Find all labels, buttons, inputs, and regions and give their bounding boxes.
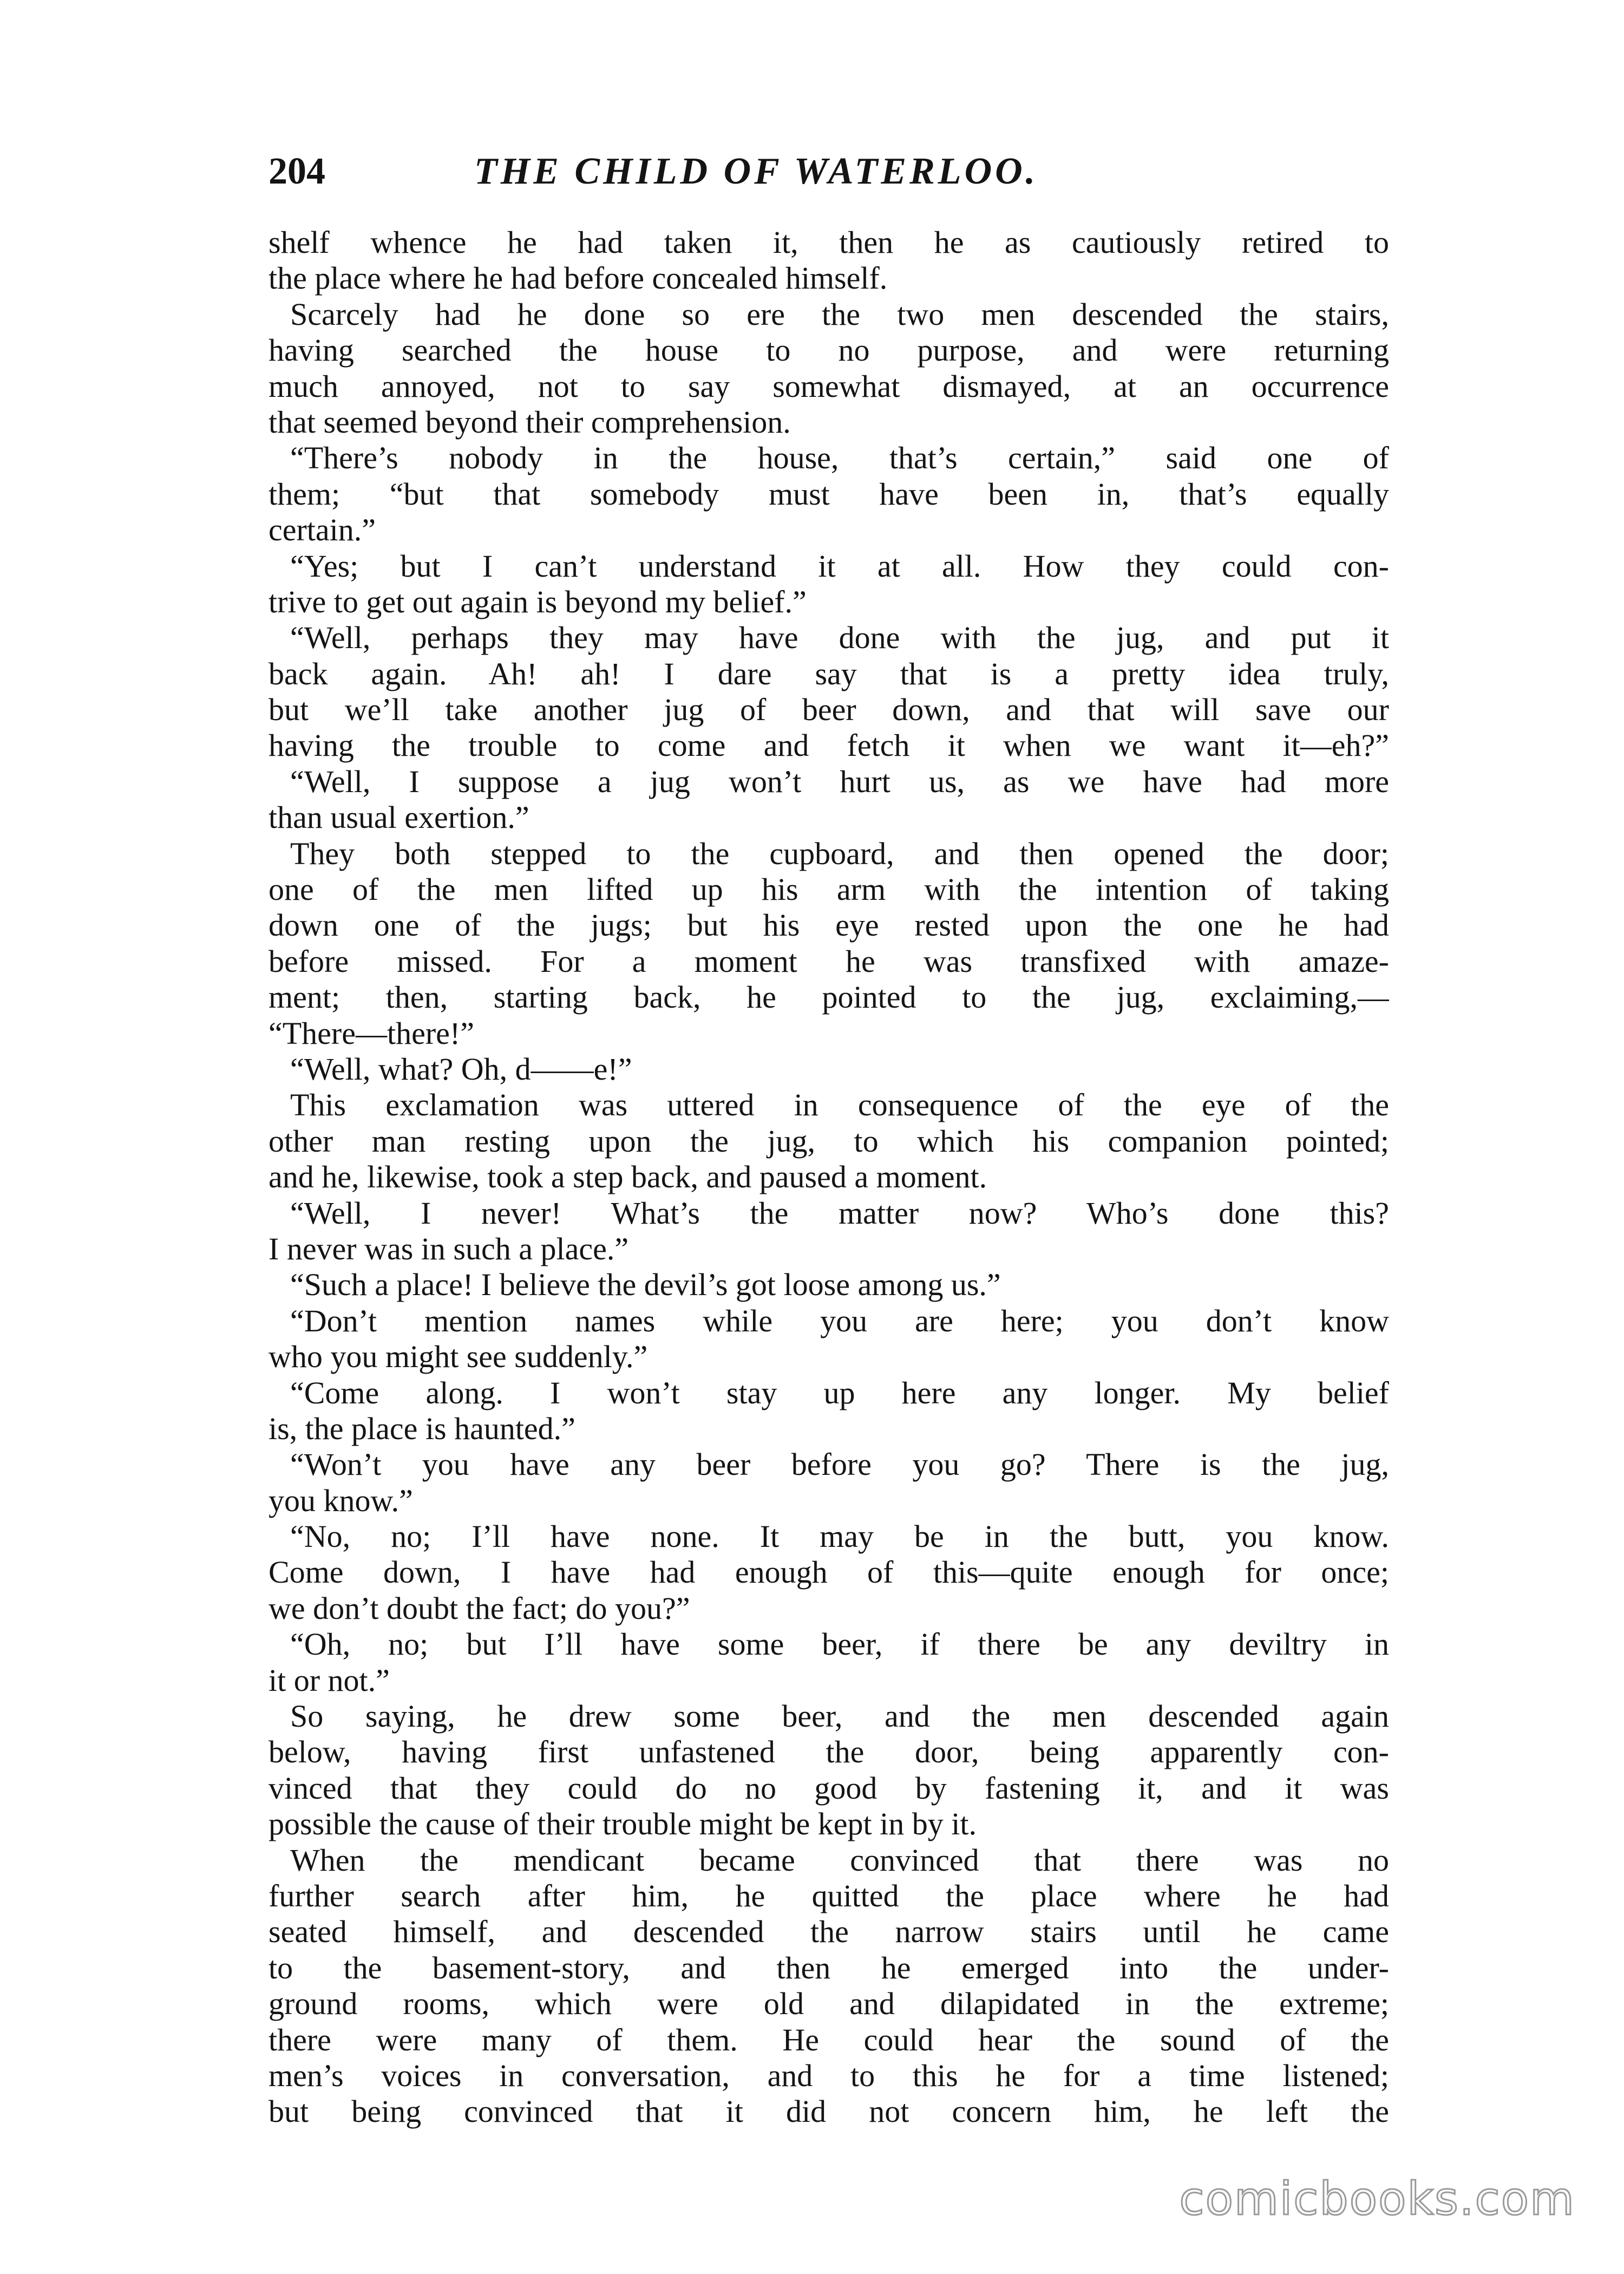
text-line: ground rooms, which were old and dilapidated in the extreme; xyxy=(269,1986,1389,2022)
text-line: vinced that they could do no good by fastening it, and it was xyxy=(269,1770,1389,1806)
text-line: having searched the house to no purpose, and were returning xyxy=(269,332,1389,368)
text-line: the place where he had before concealed himself. xyxy=(269,260,888,296)
text-line: Come down, I have had enough of this—quite enough for once; xyxy=(269,1554,1389,1590)
text-line: it or not.” xyxy=(269,1662,390,1698)
text-line: certain.” xyxy=(269,512,376,548)
text-line: ment; then, starting back, he pointed to the jug, exclaiming,— xyxy=(269,979,1389,1015)
text-line: “Won’t you have any beer before you go? There is the jug, xyxy=(290,1447,1389,1482)
text-line: I never was in such a place.” xyxy=(269,1231,629,1266)
text-line: So saying, he drew some beer, and the men descended again xyxy=(290,1698,1389,1734)
text-line: “Well, what? Oh, d——e!” xyxy=(290,1051,632,1087)
text-line: to the basement-story, and then he emerged into the under- xyxy=(269,1950,1389,1985)
text-line: but being convinced that it did not concern him, he left the xyxy=(269,2094,1389,2129)
page-number: 204 xyxy=(269,151,325,192)
text-line: than usual exertion.” xyxy=(269,800,529,835)
text-line: “There’s nobody in the house, that’s certain,” said one of xyxy=(290,440,1389,476)
text-line: “Well, I suppose a jug won’t hurt us, as we have had more xyxy=(290,763,1389,799)
text-line: “No, no; I’ll have none. It may be in the butt, you know. xyxy=(290,1519,1389,1554)
watermark: comicbooks.com xyxy=(1179,2172,1575,2225)
text-line: other man resting upon the jug, to which his companion pointed; xyxy=(269,1123,1389,1159)
text-line: before missed. For a moment he was transfixed with amaze- xyxy=(269,943,1389,979)
body-text xyxy=(269,225,1389,2130)
text-line: seated himself, and descended the narrow stairs until he came xyxy=(269,1914,1389,1950)
text-line: shelf whence he had taken it, then he as cautiously retired to xyxy=(269,225,1389,260)
text-line: “Well, perhaps they may have done with the jug, and put it xyxy=(290,620,1389,656)
text-line: When the mendicant became convinced that there was no xyxy=(290,1842,1389,1878)
running-title: THE CHILD OF WATERLOO. xyxy=(474,151,1039,192)
text-line: Scarcely had he done so ere the two men descended the stairs, xyxy=(290,296,1389,332)
text-line: They both stepped to the cupboard, and then opened the door; xyxy=(290,835,1389,871)
text-line: is, the place is haunted.” xyxy=(269,1410,575,1446)
text-line: “Well, I never! What’s the matter now? Who’s done this? xyxy=(290,1195,1389,1231)
text-line: “Such a place! I believe the devil’s got loose among us.” xyxy=(290,1267,1001,1303)
text-line: having the trouble to come and fetch it when we want it—eh?” xyxy=(269,728,1389,763)
text-line: that seemed beyond their comprehension. xyxy=(269,404,791,440)
text-line: much annoyed, not to say somewhat dismayed, at an occurrence xyxy=(269,368,1389,404)
text-line: we don’t doubt the fact; do you?” xyxy=(269,1590,690,1626)
text-line: This exclamation was uttered in consequence of the eye of the xyxy=(290,1087,1389,1123)
text-line: men’s voices in conversation, and to this he for a time listened; xyxy=(269,2057,1389,2093)
page-header xyxy=(269,142,1384,201)
text-line: one of the men lifted up his arm with the intention of taking xyxy=(269,872,1389,907)
text-line: “Don’t mention names while you are here; you don’t know xyxy=(290,1303,1389,1338)
text-line: back again. Ah! ah! I dare say that is a pretty idea truly, xyxy=(269,656,1389,691)
text-line: them; “but that somebody must have been in, that’s equally xyxy=(269,476,1389,512)
text-line: you know.” xyxy=(269,1482,413,1518)
text-line: “Come along. I won’t stay up here any longer. My belief xyxy=(290,1375,1389,1410)
text-line: below, having first unfastened the door, being apparently con- xyxy=(269,1734,1389,1770)
text-line: further search after him, he quitted the place where he had xyxy=(269,1878,1389,1913)
text-line: and he, likewise, took a step back, and paused a moment. xyxy=(269,1159,987,1195)
text-line: possible the cause of their trouble might be kept in by it. xyxy=(269,1806,977,1842)
text-line: “Yes; but I can’t understand it at all. How they could con- xyxy=(290,548,1389,584)
text-line: but we’ll take another jug of beer down, and that will save our xyxy=(269,692,1389,728)
text-line: there were many of them. He could hear the sound of the xyxy=(269,2022,1389,2057)
text-line: “Oh, no; but I’ll have some beer, if there be any deviltry in xyxy=(290,1626,1389,1662)
text-line: who you might see suddenly.” xyxy=(269,1339,648,1375)
text-line: down one of the jugs; but his eye rested upon the one he had xyxy=(269,907,1389,943)
text-line: trive to get out again is beyond my belief.” xyxy=(269,584,807,619)
text-line: “There—there!” xyxy=(269,1015,474,1051)
